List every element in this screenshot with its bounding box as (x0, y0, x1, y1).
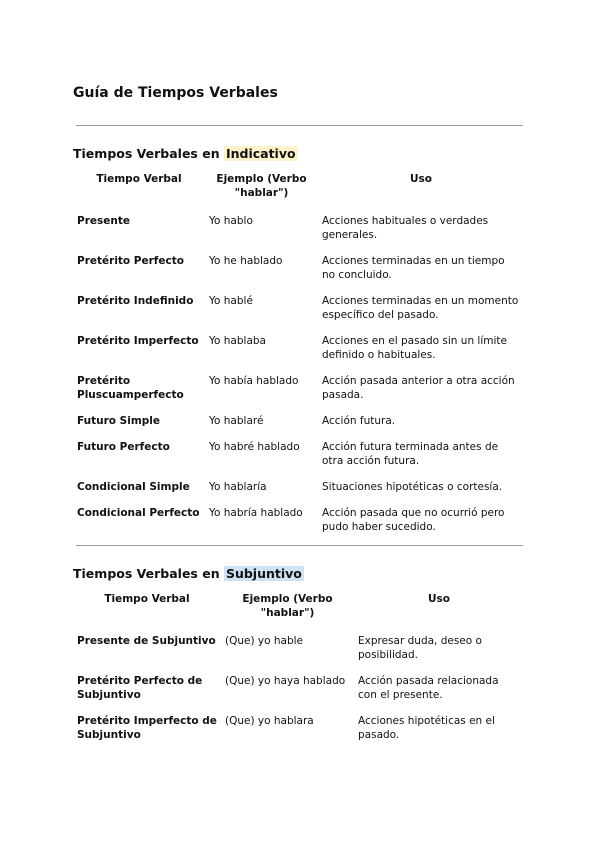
example-cell: Yo hablo (209, 215, 253, 227)
table-header-row (73, 172, 524, 214)
example-cell: (Que) yo hablara (225, 715, 314, 727)
use-cell: Acciones en el pasado sin un límite definido o habituales. (322, 335, 507, 361)
use-cell: Acción pasada anterior a otra acción pasada. (322, 375, 515, 401)
use-cell: Acción pasada que no ocurrió pero pudo haber sucedido. (322, 507, 505, 533)
table-row (73, 440, 524, 480)
use-cell: Expresar duda, deseo o posibilidad. (358, 635, 482, 661)
header-use: Uso (410, 173, 432, 185)
tense-cell: Condicional Perfecto (77, 507, 200, 519)
example-cell: (Que) yo hable (225, 635, 304, 647)
header-tense: Tiempo Verbal (96, 173, 182, 185)
example-cell: Yo había hablado (209, 375, 299, 387)
table-row (73, 480, 524, 506)
use-cell: Acciones hipotéticas en el pasado. (358, 715, 495, 741)
example-cell: Yo hablaré (209, 415, 264, 427)
tense-cell: Pretérito Perfecto (77, 255, 184, 267)
header-example: Ejemplo (Verbo "hablar") (216, 173, 307, 199)
use-cell: Situaciones hipotéticas o cortesía. (322, 481, 503, 493)
example-cell: Yo habría hablado (209, 507, 303, 519)
table-row (73, 294, 524, 334)
table-row (73, 714, 524, 754)
section-title-prefix: Tiempos Verbales en (73, 146, 224, 161)
use-cell: Acción pasada relacionada con el presente. (358, 675, 499, 701)
use-cell: Acción futura. (322, 415, 396, 427)
use-cell: Acciones habituales o verdades generales. (322, 215, 489, 241)
use-cell: Acciones terminadas en un tiempo no concluido. (322, 255, 505, 281)
table-subjuntivo (73, 592, 524, 754)
tense-cell: Pretérito Indefinido (77, 295, 194, 307)
header-tense: Tiempo Verbal (104, 593, 190, 605)
highlight-indicativo: Indicativo (225, 146, 296, 161)
tense-cell: Presente de Subjuntivo (77, 635, 216, 647)
tense-cell: Pretérito Imperfecto (77, 335, 199, 347)
tense-cell: Futuro Simple (77, 415, 161, 427)
example-cell: Yo hablé (209, 295, 253, 307)
section-title-indicativo (73, 146, 298, 161)
divider-middle (76, 545, 523, 546)
example-cell: Yo habré hablado (209, 441, 300, 453)
example-cell: Yo hablaba (209, 335, 266, 347)
table-indicativo (73, 172, 524, 546)
tense-cell: Pretérito Pluscuamperfecto (77, 375, 184, 401)
example-cell: (Que) yo haya hablado (225, 675, 346, 687)
table-row (73, 674, 524, 714)
tense-cell: Pretérito Imperfecto de Subjuntivo (77, 715, 217, 741)
tense-cell: Futuro Perfecto (77, 441, 170, 453)
table-row (73, 254, 524, 294)
table-row (73, 334, 524, 374)
table-header-row (73, 592, 524, 634)
table-row (73, 214, 524, 254)
use-cell: Acción futura terminada antes de otra acción futura. (322, 441, 499, 467)
tense-cell: Presente (77, 215, 130, 227)
highlight-subjuntivo: Subjuntivo (225, 566, 302, 581)
document-title: Guía de Tiempos Verbales (73, 85, 278, 101)
example-cell: Yo he hablado (209, 255, 283, 267)
example-cell: Yo hablaría (209, 481, 267, 493)
tense-cell: Pretérito Perfecto de Subjuntivo (77, 675, 203, 701)
section-title-subjuntivo (73, 566, 304, 581)
table-row (73, 374, 524, 414)
header-example: Ejemplo (Verbo "hablar") (242, 593, 333, 619)
divider-top (76, 125, 523, 126)
table-row (73, 414, 524, 440)
table-row (73, 634, 524, 674)
section-title-prefix: Tiempos Verbales en (73, 566, 224, 581)
header-use: Uso (428, 593, 450, 605)
table-row (73, 506, 524, 546)
use-cell: Acciones terminadas en un momento específico del pasado. (322, 295, 519, 321)
tense-cell: Condicional Simple (77, 481, 190, 493)
